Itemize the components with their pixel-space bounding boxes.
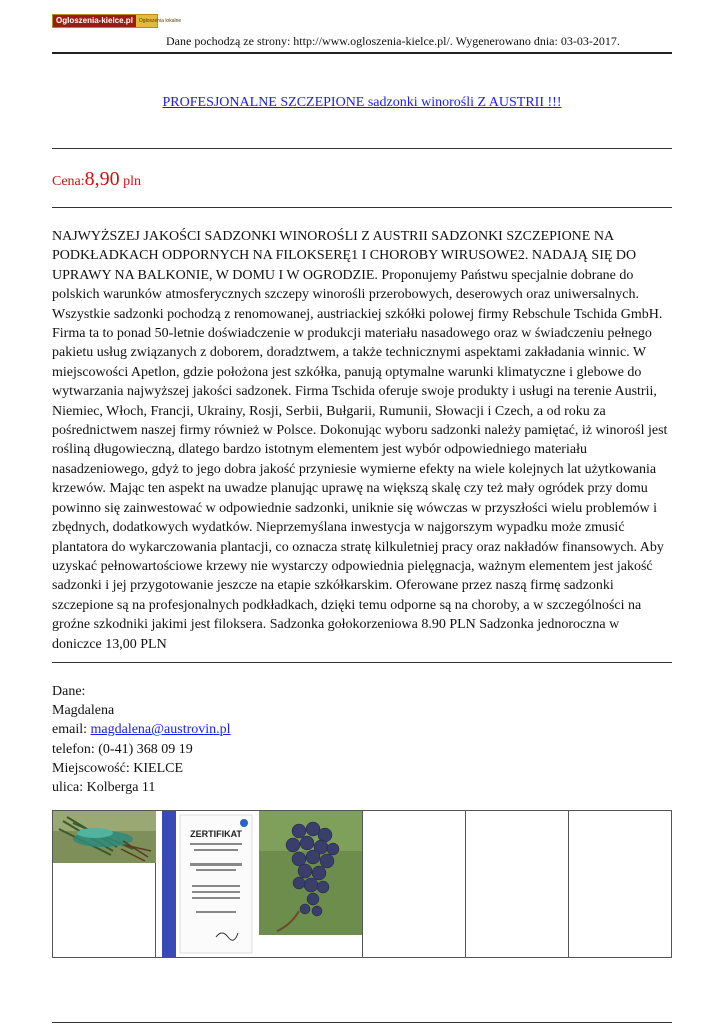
gallery-cell-grapes[interactable]: [259, 811, 362, 957]
certificate-photo: [156, 811, 259, 957]
certificate-title: ZERTIFIKAT: [190, 829, 243, 839]
description-divider: [52, 662, 672, 663]
title-divider: [52, 148, 672, 149]
price-divider: [52, 207, 672, 208]
contact-email-row: [52, 720, 231, 739]
gallery-cell-seedlings[interactable]: [52, 811, 156, 957]
price-currency: pln: [119, 174, 142, 189]
header-divider: [52, 52, 672, 54]
contact-email-link[interactable]: magdalena@austrovin.pl: [90, 722, 231, 738]
site-logo-text: Ogloszenia-kielce.pl: [53, 15, 136, 27]
contact-name: Magdalena: [52, 703, 115, 719]
source-line: Dane pochodzą ze strony: http://www.ogloszenia-kielce.pl/. Wygenerowano dnia: 03-03-2017.: [166, 34, 620, 48]
gallery-cell-empty-1: [363, 811, 466, 957]
seedlings-photo: [53, 811, 156, 957]
image-gallery: [52, 810, 672, 958]
contact-phone: telefon: (0-41) 368 09 19: [52, 741, 193, 757]
grapes-photo: [259, 811, 362, 957]
price: [52, 168, 141, 191]
contact-email-label: email:: [52, 722, 91, 738]
site-logo-subtext: Ogłoszenia lokalne: [138, 18, 182, 24]
listing-title-link[interactable]: PROFESJONALNE SZCZEPIONE sadzonki winorośli Z AUSTRII !!!: [162, 95, 562, 110]
contact-city: Miejscowość: KIELCE: [52, 760, 184, 776]
site-logo: [52, 14, 182, 28]
footer-divider: [52, 1022, 672, 1023]
contact-street: ulica: Kolberga 11: [52, 780, 156, 796]
price-label: Cena:: [52, 174, 85, 189]
gallery-cell-empty-2: [466, 811, 569, 957]
listing-description: NAJWYŻSZEJ JAKOŚCI SADZONKI WINOROŚLI Z AUSTRII SADZONKI SZCZEPIONE NA PODKŁADKACH ODPORNYCH NA FILOKSERĘ1 I CHOROBY WIRUSOWE2. NADAJĄ SIĘ DO UPRAWY NA BALKONIE, W DOMU I W OGRODZIE. Proponujemy Państwu specjalnie dobrane do polskich warunków atmosferycznych szczepy winorośli przerobowych, deserowych oraz uniwersalnych. Wszystkie sadzonki pochodzą z renomowanej, austriackiej szkółki polowej firmy Rebschule Tschida GmbH. Firma ta to ponad 50-letnie doświadczenie w produkcji materiału nasadowego oraz w świadczeniu pełnego pakietu usług związanych z doborem, doradztwem, a także technicznymi aspektami zakładania winnic. W miejscowości Apetlon, gdzie położona jest szkółka, panują optymalne warunki klimatyczne i glebowe do wytwarzania najwyższej jakości sadzonek. Firma Tschida oferuje swoje produkty i usługi na terenie Austrii, Niemiec, Włoch, Francji, Ukrainy, Rosji, Serbii, Bułgarii, Rumunii, Słowacji i Czech, a od roku za pośrednictwem naszej firmy również w Polsce. Dokonując wyboru sadzonki należy pamiętać, iż winorośl jest rośliną długowieczną, dlatego bardzo istotnym elementem jest wybór odpowiedniego materiału nasadzeniowego, gdyż to jego dobra jakość przyniesie wymierne efekty na wiele kolejnych lat użytkowania krzewów. Mając ten aspekt na uwadze planując uprawę na większą skalę czy też mały ogródek przy domu powinno się zainwestować w odpowiednie sadzonki, uniknie się wówczas w przyszłości wielu problemów i zbędnych, dodatkowych wydatków. Nieprzemyślana inwestycja w najgorszym wypadku może zmusić plantatora do wykarczowania plantacji, co oznacza stratę kilkuletniej pracy oraz nakładów finansowych. Aby uzyskać pełnowartościowe krzewy nie wystarczy odpowiednia pielęgnacja, ważnym elementem jest jakość sadzonki i jej przygotowanie jeszcze na etapie szkółkarskim. Oferowane przez naszą firmę sadzonki szczepione są na profesjonalnych podkładkach, dzięki temu odporne są na choroby, a w szczególności na groźne szkodniki jakimi jest filoksera. Sadzonka gołokorzeniowa 8.90 PLN Sadzonka jednoroczna w doniczce 13,00 PLN: [52, 229, 668, 652]
price-value: 8,90: [84, 168, 120, 190]
gallery-cell-certificate[interactable]: [156, 811, 259, 957]
listing-title: [52, 95, 672, 111]
contact-block: [52, 682, 231, 797]
contact-heading: Dane:: [52, 684, 86, 699]
gallery-cell-empty-3: [569, 811, 672, 957]
